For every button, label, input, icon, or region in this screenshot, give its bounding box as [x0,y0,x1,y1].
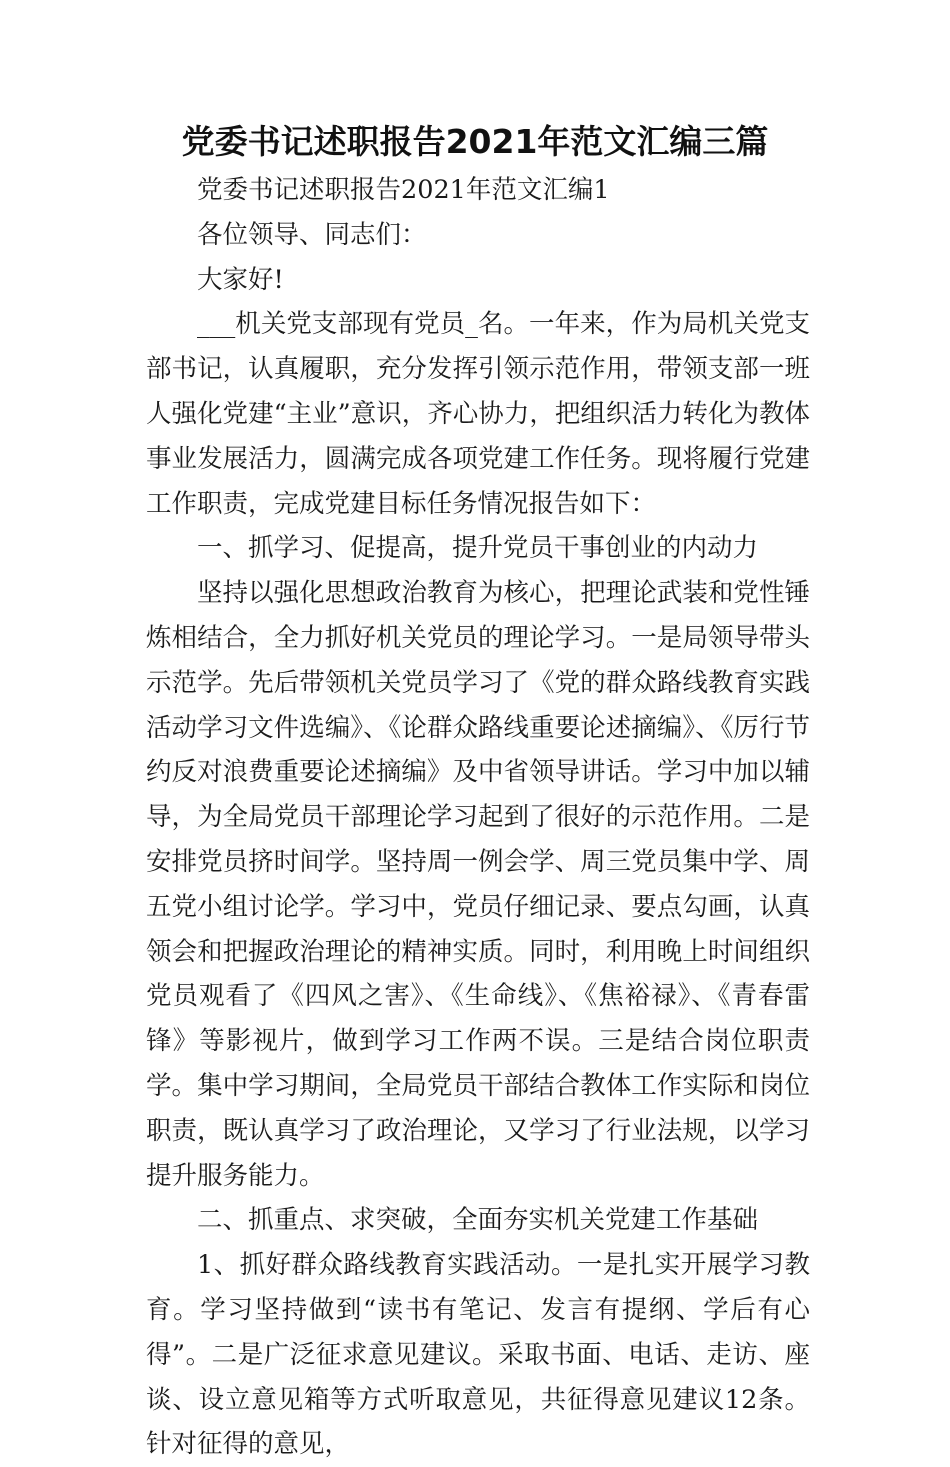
paragraph-intro: ___机关党支部现有党员_名。一年来，作为局机关党支部书记，认真履职，充分发挥引领示范作用，带领支部一班人强化党建“主业”意识，齐心协力，把组织活力转化为教体事业发展活力，圆满完成各项党建工作任务。现将履行党建工作职责，完成党建目标任务情况报告如下： [146,309,810,519]
section-heading-1: 一、抓学习、促提高，提升党员干事创业的内动力 [197,533,759,564]
paragraph-study: 坚持以强化思想政治教育为核心，把理论武装和党性锤炼相结合，全力抓好机关党员的理论学习。一是局领导带头示范学。先后带领机关党员学习了《党的群众路线教育实践活动学习文件选编》、《论群众路线重要论述摘编》、《厉行节约反对浪费重要论述摘编》及中省领导讲话。学习中加以辅导，为全局党员干部理论学习起到了很好的示范作用。二是安排党员挤时间学。坚持周一例会学、周三党员集中学、周五党小组讨论学。学习中，党员仔细记录、要点勾画，认真领会和把握政治理论的精神实质。同时，利用晚上时间组织党员观看了《四风之害》、《生命线》、《焦裕禄》、《青春雷锋》等影视片，做到学习工作两不误。三是结合岗位职责学。集中学习期间，全局党员干部结合教体工作实际和岗位职责，既认真学习了政治理论，又学习了行业法规，以学习提升服务能力。 [146,578,810,1191]
paragraph-greeting: 大家好! [197,264,284,295]
document-body [146,168,810,1467]
document-title: 党委书记述职报告2021年范文汇编三篇 [181,122,769,161]
section-heading-2: 二、抓重点、求突破，全面夯实机关党建工作基础 [197,1205,759,1236]
paragraph-activity: 1、抓好群众路线教育实践活动。一是扎实开展学习教育。学习坚持做到“读书有笔记、发言有提纲、学后有心得”。二是广泛征求意见建议。采取书面、电话、走访、座谈、设立意见箱等方式听取意见，共征得意见建议12条。针对征得的意见， [146,1250,810,1460]
paragraph-subtitle: 党委书记述职报告2021年范文汇编1 [197,175,610,205]
paragraph-salutation: 各位领导、同志们： [197,219,427,250]
